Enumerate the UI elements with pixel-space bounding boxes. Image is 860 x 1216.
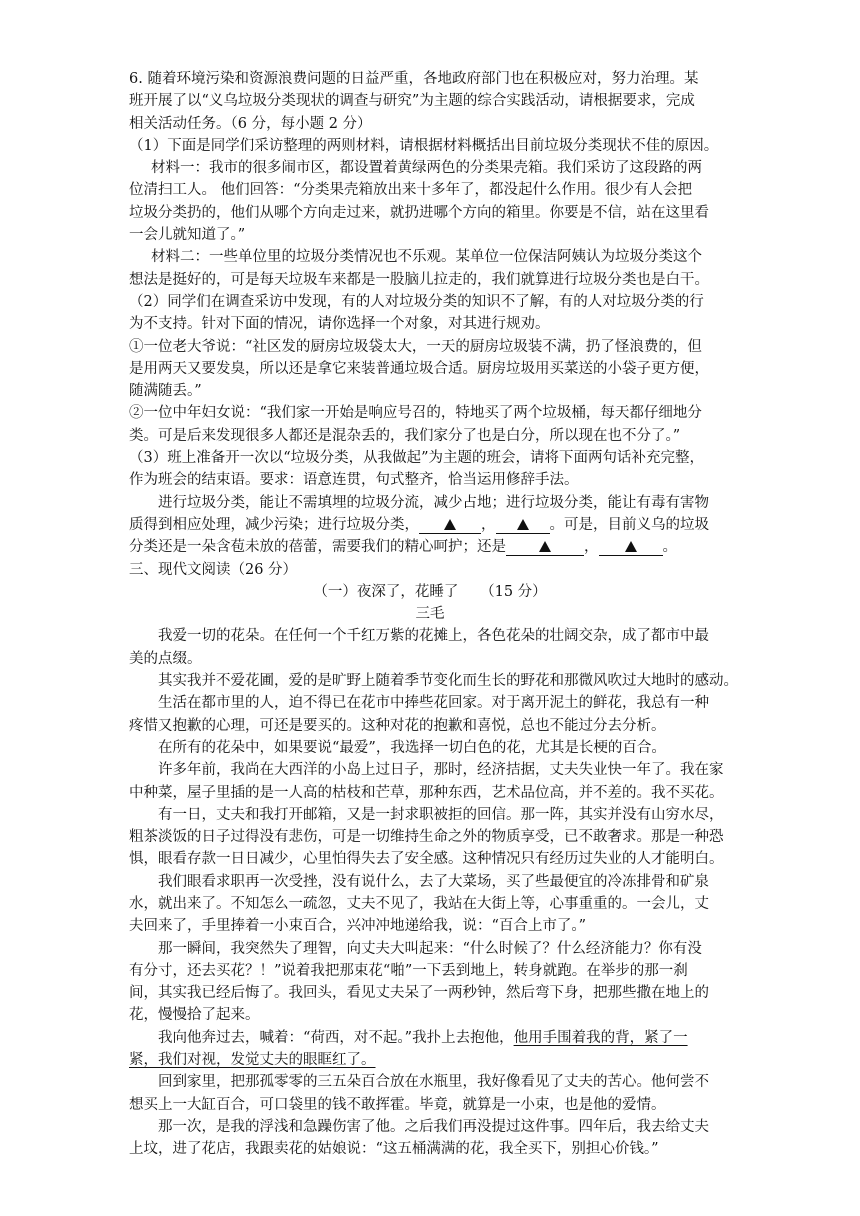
text-line: 夫回来了，手里捧着一小束百合，兴冲冲地递给我，说：“百合上市了。” xyxy=(129,918,587,935)
article-line-underlined xyxy=(129,1049,731,1071)
text-line: （1）下面是同学们采访整理的两则材料，请根据材料概括出目前垃圾分类现状不佳的原因。 xyxy=(129,137,719,154)
article-title: （一）夜深了，花睡了 （15 分） xyxy=(313,583,547,600)
answer-blank-4[interactable] xyxy=(599,539,663,556)
section-heading: 三、现代文阅读（26 分） xyxy=(129,561,298,578)
answer-blank-3[interactable] xyxy=(506,539,584,556)
text-line: 水，就出来了。不知怎么一疏忽，丈夫不见了，我站在大街上等，心事重重的。一会儿，丈 xyxy=(129,895,709,912)
text-line: 那一瞬间，我突然失了理智，向丈夫大叫起来：“什么时候了？什么经济能力？你有没 xyxy=(158,940,702,957)
article-body xyxy=(129,625,738,1026)
text-line: 垃圾分类扔的，他们从哪个方向走过来，就扔进哪个方向的箱里。你要是不信，站在这里看 xyxy=(129,204,709,221)
fill-text: 质得到相应处理，减少污染；进行垃圾分类， xyxy=(129,516,419,533)
text-line: 班开展了以“义乌垃圾分类现状的调查与研究”为主题的综合实践活动，请根据要求，完成 xyxy=(129,93,695,110)
fill-comma: ， xyxy=(584,539,599,556)
text-line: 6. 随着环境污染和资源浪费问题的日益严重，各地政府部门也在积极应对，努力治理。某 xyxy=(129,71,699,87)
text-line: 想法是挺好的，可是每天垃圾车来都是一股脑儿拉走的，我们就算进行垃圾分类也是白干。 xyxy=(129,271,709,288)
text-line: 在所有的花朵中，如果要说“最爱”，我选择一切白色的花，尤其是长梗的百合。 xyxy=(158,739,666,756)
text-line: 疼惜又抱歉的心理，可还是要买的。这种对花的抱歉和喜悦，总也不能过分去分析。 xyxy=(129,717,666,734)
underlined-sentence: 他用手围着我的背，紧了一 xyxy=(513,1029,688,1046)
exam-page xyxy=(129,68,738,1161)
text-line: 惧，眼看存款一日日减少，心里怕得失去了安全感。这种情况只有经历过失业的人才能明白。 xyxy=(129,851,724,868)
text-line: 那一次，是我的浮浅和急躁伤害了他。之后我们再没提过这件事。四年后，我去给丈夫 xyxy=(158,1118,709,1135)
text-line: 相关活动任务。（6 分，每小题 2 分） xyxy=(129,115,372,132)
text-line: 生活在都市里的人，迫不得已在花市中捧些花回家。对于离开泥土的鲜花，我总有一种 xyxy=(158,695,709,712)
question-6-intro xyxy=(129,68,731,135)
text-line: ②一位中年妇女说：“我们家一开始是响应号召的，特地买了两个垃圾桶，每天都仔细地分 xyxy=(129,405,702,422)
text-line: （3）班上准备开一次以“垃圾分类，从我做起”为主题的班会，请将下面两句话补充完整， xyxy=(129,450,705,467)
text-line: 进行垃圾分类，能让不需填埋的垃圾分流，减少占地；进行垃圾分类，能让有毒有害物 xyxy=(158,494,709,511)
text-line: 回到家里，把那孤零零的三五朵百合放在水瓶里，我好像看见了丈夫的苦心。他何尝不 xyxy=(158,1074,709,1091)
text-line: 上坟，进了花店，我跟卖花的姑娘说：“这五桶满满的花，我全买下，别担心价钱。” xyxy=(129,1141,659,1158)
text-line: 为不支持。针对下面的情况，请你选择一个对象，对其进行规劝。 xyxy=(129,316,550,333)
answer-blank-2[interactable] xyxy=(496,517,550,534)
article-line-underlined xyxy=(129,1027,731,1049)
article-text: 我向他奔过去，喊着：“荷西，对不起。”我扑上去抱他， xyxy=(158,1029,514,1046)
text-line: （2）同学们在调查采访中发现，有的人对垃圾分类的知识不了解，有的人对垃圾分类的行 xyxy=(129,293,704,310)
triangle-marker-icon xyxy=(517,519,529,530)
text-line: 我爱一切的花朵。在任何一个千红万紫的花摊上，各色花朵的壮阔交杂，成了都市中最 xyxy=(158,628,709,645)
fill-text: 。可是，目前义乌的垃圾 xyxy=(549,516,709,533)
text-line: 有分寸，还去买花？！”说着我把那束花“啪”一下丢到地上，转身就跑。在举步的那一刹 xyxy=(129,962,688,979)
text-line: 随满随丢。” xyxy=(129,383,202,400)
text-line: 位清扫工人。 他们回答：“分类果壳箱放出来十多年了，都没起什么作用。很少有人会把 xyxy=(129,182,693,199)
text-line: 间，其实我已经后悔了。我回头，看见丈夫呆了一两秒钟，然后弯下身，把那些撒在地上的 xyxy=(129,985,709,1002)
answer-blank-1[interactable] xyxy=(419,517,481,534)
text-line: 花，慢慢拾了起来。 xyxy=(129,1007,260,1024)
fill-text: 分类还是一朵含苞未放的蓓蕾，需要我们的精心呵护；还是 xyxy=(129,539,506,556)
text-line: 有一日，丈夫和我打开邮箱，又是一封求职被拒的回信。那一阵，其实并没有山穷水尽， xyxy=(158,806,724,823)
question-6-part-2 xyxy=(129,291,731,447)
fill-comma: ， xyxy=(481,516,496,533)
text-line: 中种菜，屋子里插的是一人高的枯枝和芒草，那种东西，艺术品位高，并不差的。我不买花。 xyxy=(129,784,724,801)
question-6-part-3 xyxy=(129,447,731,514)
text-line: 是用两天又要发臭，所以还是拿它来装普通垃圾合适。厨房垃圾用买菜送的小袋子更方便， xyxy=(129,360,709,377)
text-line: 材料一：我市的很多闹市区，都设置着黄绿两色的分类果壳箱。我们采访了这段路的两 xyxy=(151,160,702,177)
question-6-part-1 xyxy=(129,135,731,291)
text-line: 我们眼看求职再一次受挫，没有说什么，去了大菜场，买了些最便宜的冷冻排骨和矿泉 xyxy=(158,873,709,890)
fill-text: 。 xyxy=(662,539,677,556)
text-line: 许多年前，我尚在大西洋的小岛上过日子，那时，经济拮据，丈夫失业快一年了。我在家 xyxy=(158,762,724,779)
text-line: 一会儿就知道了。” xyxy=(129,227,246,244)
triangle-marker-icon xyxy=(444,519,456,530)
text-line: 粗茶淡饭的日子过得没有悲伤，可是一切维持生命之外的物质享受，已不敢奢求。那是一种恐 xyxy=(129,829,724,846)
text-line: 材料二：一些单位里的垃圾分类情况也不乐观。某单位一位保洁阿姨认为垃圾分类这个 xyxy=(151,249,702,266)
article-body-continued xyxy=(129,1071,731,1160)
text-line: 作为班会的结束语。要求：语意连贯，句式整齐，恰当运用修辞手法。 xyxy=(129,472,579,489)
fill-in-line-2 xyxy=(129,536,731,558)
text-line: 类。可是后来发现很多人都还是混杂丢的，我们家分了也是白分，所以现在也不分了。” xyxy=(129,427,681,444)
triangle-marker-icon xyxy=(539,541,551,552)
text-line: 美的点缀。 xyxy=(129,650,202,667)
text-line: 想买上一大缸百合，可口袋里的钱不敢挥霍。毕竟，就算是一小束，也是他的爱情。 xyxy=(129,1096,666,1113)
article-author: 三毛 xyxy=(415,606,445,623)
text-line: 其实我并不爱花圃，爱的是旷野上随着季节变化而生长的野花和那微风吹过大地时的感动。 xyxy=(158,673,738,690)
triangle-marker-icon xyxy=(625,541,637,552)
fill-in-line-1 xyxy=(129,514,731,536)
text-line: ①一位老大爷说：“社区发的厨房垃圾袋太大，一天的厨房垃圾装不满，扔了怪浪费的，但 xyxy=(129,338,702,355)
underlined-sentence: 紧，我们对视，发觉丈夫的眼眶红了。 xyxy=(129,1052,376,1069)
